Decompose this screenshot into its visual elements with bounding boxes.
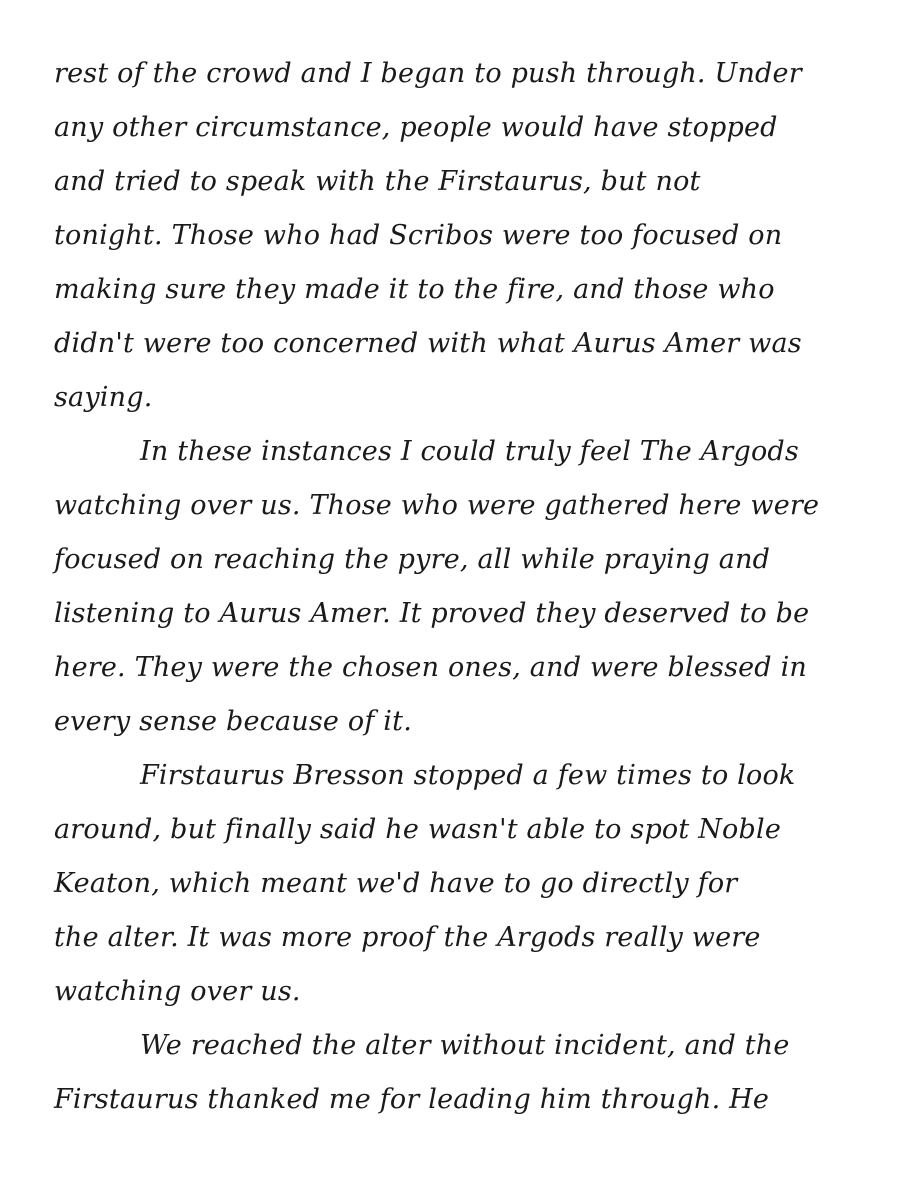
text-line: rest of the crowd and I began to push through. Under xyxy=(54,58,802,89)
text-line: focused on reaching the pyre, all while praying and xyxy=(54,544,771,575)
text-line: the alter. It was more proof the Argods really were xyxy=(54,922,761,953)
text-line: around, but finally said he wasn't able to spot Noble xyxy=(54,814,781,845)
text-line: and tried to speak with the Firstaurus, but not xyxy=(54,166,701,197)
text-line: tonight. Those who had Scribos were too focused on xyxy=(54,220,783,251)
text-line: Firstaurus Bresson stopped a few times to look xyxy=(140,760,796,791)
text-line: didn't were too concerned with what Aurus Amer was xyxy=(54,328,802,359)
text-line: making sure they made it to the fire, and those who xyxy=(54,274,775,305)
text-line: every sense because of it. xyxy=(54,706,412,737)
text-line: any other circumstance, people would have stopped xyxy=(54,112,778,143)
text-line: watching over us. Those who were gathered here were xyxy=(54,490,820,521)
text-line: listening to Aurus Amer. It proved they deserved to be xyxy=(54,598,810,629)
text-line: here. They were the chosen ones, and were blessed in xyxy=(54,652,807,683)
text-line: watching over us. xyxy=(54,976,301,1007)
text-line: Firstaurus thanked me for leading him through. He xyxy=(54,1084,770,1115)
text-line: saying. xyxy=(54,382,153,413)
text-line: Keaton, which meant we'd have to go directly for xyxy=(54,868,738,899)
text-line: We reached the alter without incident, and the xyxy=(140,1030,790,1061)
text-line: In these instances I could truly feel The Argods xyxy=(140,436,799,467)
